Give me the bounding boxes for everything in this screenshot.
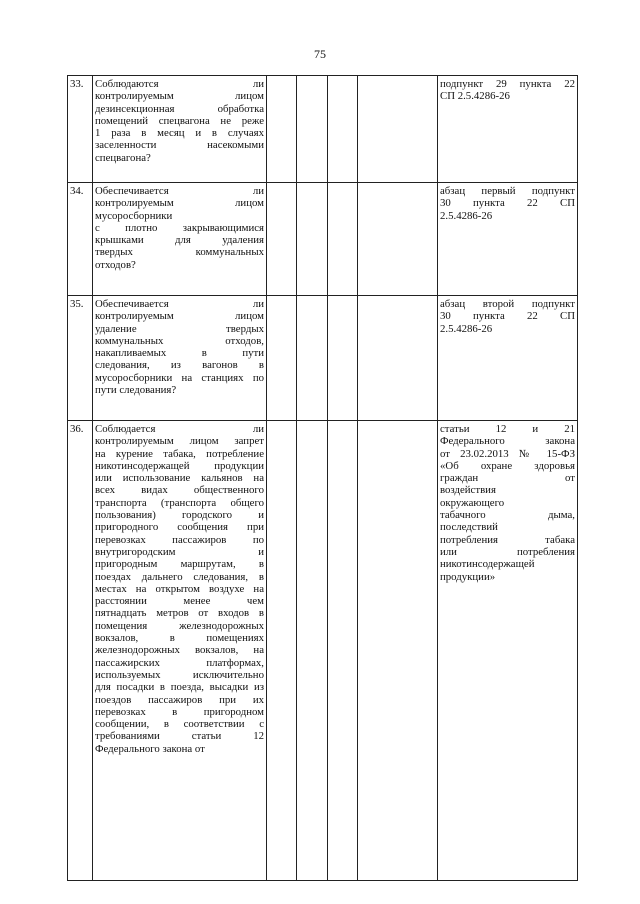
question-cell (93, 76, 267, 183)
reference-line: подпункт 29 пункта 22 (440, 78, 575, 90)
answer-na-cell (328, 296, 358, 421)
question-line: удаление твердых (95, 322, 264, 335)
question-line: железнодорожных вокзалов, на (95, 644, 264, 657)
reference-line: продукции» (440, 570, 496, 583)
answer-na-cell (328, 76, 358, 183)
question-line: накапливаемых в пути (95, 347, 264, 360)
answer-na-cell (328, 421, 358, 881)
reference-line: окружающего (440, 496, 505, 509)
question-line: пятнадцать метров от входов в (95, 607, 264, 620)
question-line: мусоросборники (95, 209, 173, 222)
question-line: контролируемым лицом запрет (95, 435, 264, 448)
question-line: Обеспечивается ли (95, 298, 264, 310)
question-line: крышками для удаления (95, 234, 264, 247)
reference-line: 30 пункта 22 СП (440, 197, 575, 210)
table-row (68, 76, 578, 183)
question-line: для посадки в поезда, высадки из (95, 681, 264, 694)
question-line: контролируемым лицом (95, 197, 264, 210)
answer-yes-cell (267, 421, 297, 881)
question-line: расстоянии менее чем (95, 595, 264, 608)
question-line: сообщении, в соответствии с (95, 718, 264, 731)
question-line: пригородного сообщения при (95, 521, 264, 534)
reference-line: 30 пункта 22 СП (440, 310, 575, 323)
question-line: помещения железнодорожных (95, 619, 264, 632)
question-line: или использование кальянов на (95, 472, 264, 485)
reference-line: граждан от (440, 472, 575, 485)
question-line: 1 раза в месяц и в случаях (95, 127, 264, 140)
question-line: поездов пассажиров при их (95, 693, 264, 706)
question-line: на курение табака, потребление (95, 447, 264, 460)
question-line: внутригородским и (95, 545, 264, 558)
question-line: пригородным маршрутам, в (95, 558, 264, 571)
question-line: используемых исключительно (95, 668, 264, 681)
question-line: перевозках в пригородном (95, 705, 264, 718)
answer-no-cell (297, 183, 328, 296)
question-line: пользования) городского и (95, 509, 264, 522)
table-row (68, 183, 578, 296)
question-line: контролируемым лицом (95, 90, 264, 103)
row-number: 35. (68, 296, 93, 421)
reference-line: или потребления (440, 545, 575, 558)
question-line: заселенности насекомыми (95, 139, 264, 152)
question-line: твердых коммунальных (95, 246, 264, 259)
question-cell (93, 421, 267, 881)
answer-no-cell (297, 296, 328, 421)
question-line: никотинсодержащей продукции (95, 459, 264, 472)
question-line: пассажирских платформах, (95, 656, 264, 669)
reference-cell (438, 296, 578, 421)
question-cell (93, 296, 267, 421)
question-line: помещений спецвагона не реже (95, 114, 264, 127)
question-line: коммунальных отходов, (95, 334, 264, 347)
reference-cell (438, 76, 578, 183)
reference-cell (438, 421, 578, 881)
reference-line: Федерального закона (440, 435, 575, 448)
row-number: 33. (68, 76, 93, 183)
row-number: 36. (68, 421, 93, 881)
page-number: 75 (314, 47, 326, 61)
question-line: Обеспечивается ли (95, 185, 264, 197)
reference-line: от 23.02.2013 № 15-ФЗ (440, 447, 575, 460)
table-row (68, 296, 578, 421)
reference-line: статьи 12 и 21 (440, 423, 575, 435)
question-line: всех видах общественного (95, 484, 264, 497)
question-line: мусоросборники на станциях по (95, 371, 264, 384)
question-line: транспорта (транспорта общего (95, 496, 264, 509)
reference-cell (438, 183, 578, 296)
question-line: дезинсекционная обработка (95, 102, 264, 115)
answer-na-cell (328, 183, 358, 296)
reference-line: абзац второй подпункт (440, 298, 575, 310)
question-line: отходов? (95, 258, 136, 271)
answer-no-cell (297, 421, 328, 881)
question-line: контролируемым лицом (95, 310, 264, 323)
answer-yes-cell (267, 296, 297, 421)
question-line: Федерального закона от (95, 742, 205, 755)
reference-line: СП 2.5.4286-26 (440, 90, 510, 103)
notes-cell (358, 421, 438, 881)
question-line: Соблюдается ли (95, 423, 264, 435)
table-row (68, 421, 578, 881)
reference-line: табачного дыма, (440, 509, 575, 522)
reference-line: никотинсодержащей (440, 558, 535, 571)
question-line: Соблюдаются ли (95, 78, 264, 90)
row-number: 34. (68, 183, 93, 296)
answer-yes-cell (267, 183, 297, 296)
reference-line: 2.5.4286-26 (440, 322, 493, 335)
reference-line: последствий (440, 521, 498, 534)
reference-line: воздействия (440, 484, 496, 497)
checklist-table (67, 75, 577, 880)
question-line: перевозках пассажиров по (95, 533, 264, 546)
answer-yes-cell (267, 76, 297, 183)
question-line: поездах дальнего следования, в (95, 570, 264, 583)
reference-line: потребления табака (440, 533, 575, 546)
reference-line: 2.5.4286-26 (440, 209, 493, 222)
question-line: с плотно закрывающимися (95, 221, 264, 234)
answer-no-cell (297, 76, 328, 183)
question-line: местах на открытом воздухе на (95, 582, 264, 595)
question-line: вокзалов, в помещениях (95, 632, 264, 645)
notes-cell (358, 76, 438, 183)
reference-line: абзац первый подпункт (440, 185, 575, 197)
question-line: требованиями статьи 12 (95, 730, 264, 743)
question-cell (93, 183, 267, 296)
question-line: спецвагона? (95, 151, 151, 164)
question-line: следования, из вагонов в (95, 359, 264, 372)
notes-cell (358, 183, 438, 296)
question-line: пути следования? (95, 384, 177, 397)
reference-line: «Об охране здоровья (440, 459, 575, 472)
notes-cell (358, 296, 438, 421)
